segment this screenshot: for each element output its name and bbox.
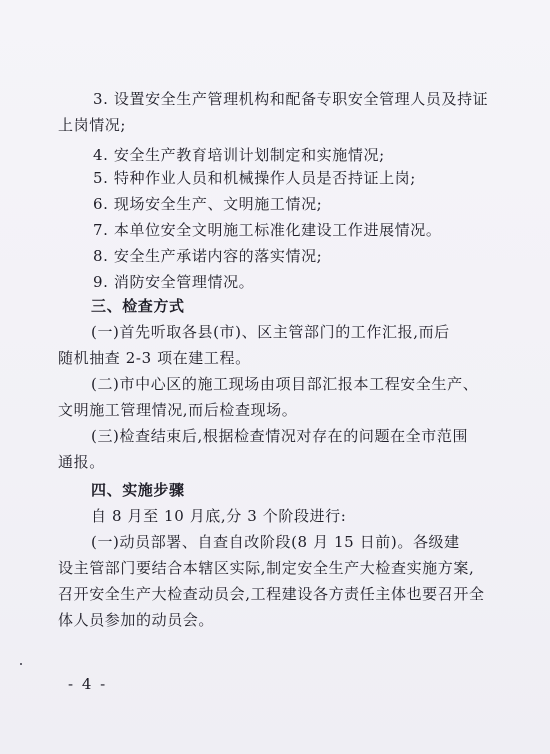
text-line-stage-1d: 体人员参加的动员会。 xyxy=(58,611,215,629)
text-line-method-1a: (一)首先听取各县(市)、区主管部门的工作汇报,而后 xyxy=(91,323,450,341)
text-line-stage-1a: (一)动员部署、自查自改阶段(8 月 15 日前)。各级建 xyxy=(91,533,460,551)
text-line-item-5: 5. 特种作业人员和机械操作人员是否持证上岗; xyxy=(93,169,416,187)
section-heading-inspection-method: 三、检查方式 xyxy=(91,297,185,315)
scan-speck xyxy=(20,663,22,665)
text-line-method-1b: 随机抽查 2-3 项在建工程。 xyxy=(58,349,251,367)
text-line-method-3b: 通报。 xyxy=(58,453,105,471)
text-line-method-2a: (二)市中心区的施工现场由项目部汇报本工程安全生产、 xyxy=(91,375,479,393)
text-line-stage-1b: 设主管部门要结合本辖区实际,制定安全生产大检查实施方案, xyxy=(58,559,475,577)
text-line-item-6: 6. 现场安全生产、文明施工情况; xyxy=(93,195,323,213)
text-line-item-3a: 3. 设置安全生产管理机构和配备专职安全管理人员及持证 xyxy=(93,90,489,108)
text-line-item-4: 4. 安全生产教育培训计划制定和实施情况; xyxy=(93,146,385,164)
text-line-method-3a: (三)检查结束后,根据检查情况对存在的问题在全市范围 xyxy=(91,427,469,445)
text-line-method-2b: 文明施工管理情况,而后检查现场。 xyxy=(58,401,298,419)
section-heading-implementation-steps: 四、实施步骤 xyxy=(91,481,185,499)
text-line-item-9: 9. 消防安全管理情况。 xyxy=(93,273,255,291)
page-number: - 4 - xyxy=(68,675,108,693)
text-line-stage-1c: 召开安全生产大检查动员会,工程建设各方责任主体也要召开全 xyxy=(58,585,485,603)
text-line-item-3b: 上岗情况; xyxy=(58,116,127,134)
text-line-item-7: 7. 本单位安全文明施工标准化建设工作进展情况。 xyxy=(93,221,442,239)
text-line-item-8: 8. 安全生产承诺内容的落实情况; xyxy=(93,247,323,265)
text-line-steps-intro: 自 8 月至 10 月底,分 3 个阶段进行: xyxy=(91,507,347,525)
